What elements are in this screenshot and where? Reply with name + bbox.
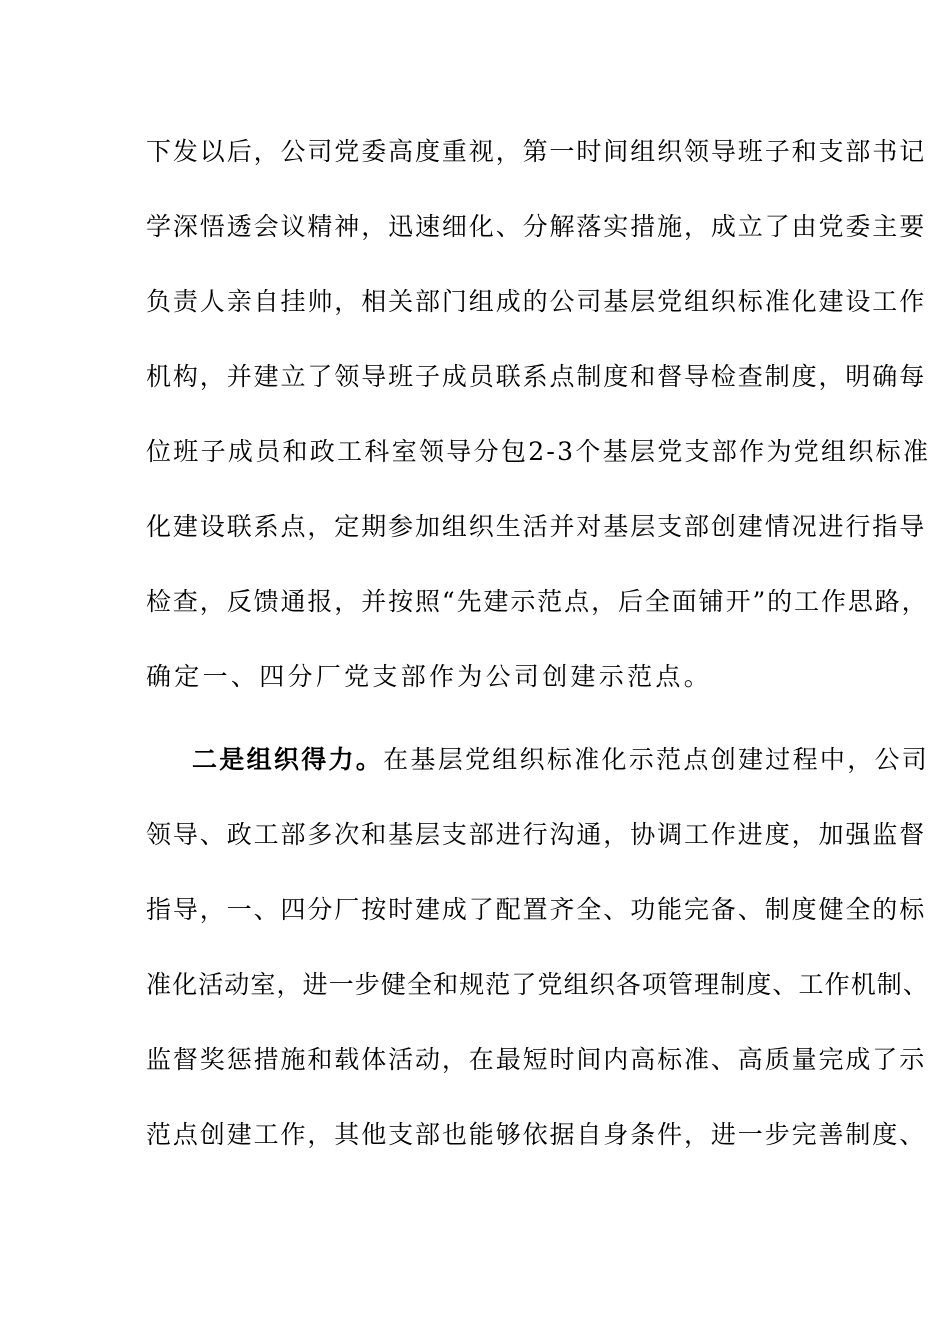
paragraph-line: 位班子成员和政工科室领导分包2-3个基层党支部作为党组织标准 [146, 437, 931, 466]
paragraph-line: 监督奖惩措施和载体活动，在最短时间内高标准、高质量完成了示 [146, 1045, 927, 1074]
paragraph-line: 负责人亲自挂帅，相关部门组成的公司基层党组织标准化建设工作 [146, 287, 927, 316]
paragraph-line: 机构，并建立了领导班子成员联系点制度和督导检查制度，明确每 [146, 362, 927, 391]
paragraph-line: 准化活动室，进一步健全和规范了党组织各项管理制度、工作机制、 [146, 970, 930, 999]
paragraph-first-line [192, 745, 929, 775]
paragraph-lead-heading: 二是组织得力。 [192, 745, 384, 774]
paragraph-line: 指导，一、四分厂按时建成了配置齐全、功能完备、制度健全的标 [146, 895, 927, 924]
paragraph-line: 领导、政工部多次和基层支部进行沟通，协调工作进度，加强监督 [146, 820, 927, 849]
paragraph-line: 确定一、四分厂党支部作为公司创建示范点。 [146, 662, 713, 691]
paragraph-line: 下发以后，公司党委高度重视，第一时间组织领导班子和支部书记 [146, 137, 927, 166]
paragraph-line: 检查，反馈通报，并按照“先建示范点，后全面铺开”的工作思路， [146, 587, 929, 616]
paragraph-line: 学深悟透会议精神，迅速细化、分解落实措施，成立了由党委主要 [146, 212, 927, 241]
paragraph-line-text: 在基层党组织标准化示范点创建过程中，公司 [383, 745, 930, 774]
paragraph-line: 化建设联系点，定期参加组织生活并对基层支部创建情况进行指导 [146, 512, 927, 541]
paragraph-line: 范点创建工作，其他支部也能够依据自身条件，进一步完善制度、 [146, 1120, 927, 1149]
